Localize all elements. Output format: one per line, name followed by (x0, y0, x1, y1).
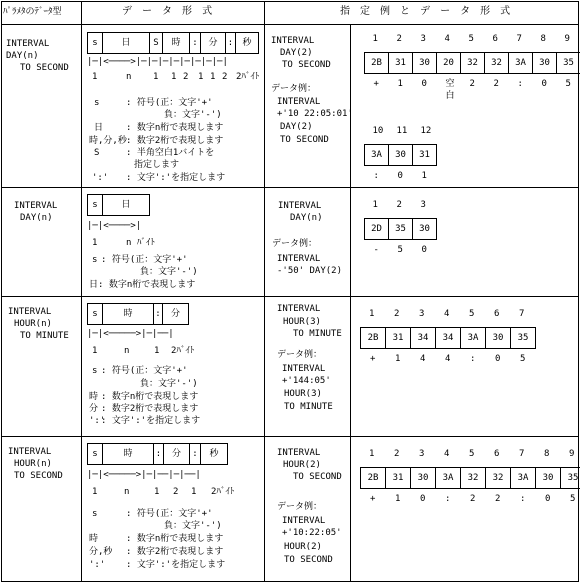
row1-byte-char: 2 (469, 79, 475, 89)
row3-byte-hex-cell: 2B (360, 327, 386, 349)
col-divider-1 (81, 1, 82, 582)
row3-spec-line2: HOUR(3) (283, 317, 321, 327)
table-border-top (1, 1, 579, 2)
row1-byte-char: 2 (493, 79, 499, 89)
row4-digit-6: 2ﾊﾞｲﾄ (211, 487, 235, 497)
row1-field-colon2: : (225, 32, 236, 54)
row4-byte-char: 2 (495, 494, 501, 504)
row3-example-line3: HOUR(3) (284, 389, 322, 399)
row-divider-1 (1, 187, 579, 188)
row4-example-line1: INTERVAL (282, 516, 326, 526)
row2-digit-1: 1 (92, 238, 98, 248)
row1-byte-cont-hex-cell: 3A (364, 144, 389, 166)
row1-byte-index: 8 (540, 34, 546, 44)
col-divider-3 (350, 24, 351, 581)
row4-example-label: データ例： (277, 502, 323, 512)
row4-example-line4: TO SECOND (284, 555, 333, 565)
row1-byte-index: 1 (372, 34, 378, 44)
row4-desc-key-5: ':' (89, 560, 106, 570)
row3-byte-index: 1 (369, 309, 375, 319)
row2-digit-2: n ﾊﾞｲﾄ (126, 238, 155, 248)
row3-byte-hex-cell: 34 (435, 327, 461, 349)
row4-spec-line2: HOUR(2) (283, 460, 321, 470)
row1-measure-line: |─|<────>|─|─|─|─|─|─|─|─| (87, 57, 228, 67)
row4-example-line2: +'10:22:05' (282, 528, 342, 538)
row3-desc-key-5: ':' (89, 416, 106, 426)
row3-field-minute: 分 (162, 303, 189, 325)
row1-field-day: 日 (102, 32, 150, 54)
row2-byte-hex-cell: 30 (412, 218, 437, 240)
row-divider-3 (1, 436, 579, 437)
row1-type-line3: TO SECOND (20, 63, 69, 73)
row1-example-label: データ例： (271, 84, 317, 94)
row1-desc-val-6: 指定します (134, 160, 180, 170)
row2-byte-hex-cell: 2D (364, 218, 389, 240)
row-divider-2 (1, 296, 579, 297)
row1-byte-cont-char: 0 (397, 171, 403, 181)
row4-digit-3: 1 (154, 487, 160, 497)
row2-byte-char: 5 (397, 245, 403, 255)
row3-field-colon: : (153, 303, 163, 325)
row2-desc-key-3: 日 (89, 280, 99, 290)
row4-byte-char: + (370, 494, 376, 504)
row1-field-hour: 時 (162, 32, 190, 54)
row1-byte-hex-cell: 30 (412, 52, 437, 74)
row2-desc-val-2: 負：文字'-') (140, 267, 198, 277)
row4-example-line3: HOUR(2) (284, 542, 322, 552)
row1-byte-char: 0 (421, 79, 427, 89)
row3-byte-index: 7 (519, 309, 525, 319)
row1-desc-key-4: 時,分,秒 (89, 136, 127, 146)
row2-desc-key-1: s (92, 255, 98, 265)
row4-desc-val-3: : 数字n桁で表現します (126, 534, 224, 544)
row3-byte-index: 5 (469, 309, 475, 319)
row3-type-line3: TO MINUTE (20, 331, 69, 341)
row1-byte-hex-cell: 20 (436, 52, 461, 74)
row2-field-sign: s (87, 194, 103, 216)
row1-byte-hex-cell: 31 (388, 52, 413, 74)
row1-digit-5: 2 (183, 72, 189, 82)
row2-byte-char: - (373, 245, 379, 255)
row4-byte-hex-cell: 32 (485, 467, 511, 489)
row2-type-line1: INTERVAL (14, 201, 58, 211)
row4-digit-1: 1 (92, 487, 98, 497)
row1-byte-cont-char: : (373, 171, 379, 181)
row1-digit-2: n (126, 72, 132, 82)
row1-byte-hex-cell: 32 (460, 52, 485, 74)
row1-byte-index: 9 (564, 34, 570, 44)
row1-spec-line2: DAY(2) (280, 48, 313, 58)
row1-desc-key-1: s (94, 98, 100, 108)
row4-byte-index: 5 (469, 449, 475, 459)
row1-example-line1: INTERVAL (277, 97, 321, 107)
row2-example-line2: -'50' DAY(2) (277, 266, 343, 276)
row1-byte-index: 2 (396, 34, 402, 44)
row1-byte-cont-char: 1 (421, 171, 427, 181)
row1-byte-index: 4 (444, 34, 450, 44)
row1-byte-char: 5 (565, 79, 571, 89)
row4-field-colon2: : (189, 443, 201, 465)
row4-byte-index: 8 (544, 449, 550, 459)
row2-example-line1: INTERVAL (277, 254, 321, 264)
row1-byte-index: 7 (516, 34, 522, 44)
row1-byte-char: : (517, 79, 523, 89)
row1-desc-val-1: : 符号(正：文字'+' (126, 98, 213, 108)
row4-byte-hex-cell: 30 (410, 467, 436, 489)
row1-byte-cont-hex-cell: 31 (412, 144, 437, 166)
row3-byte-char: 4 (445, 354, 451, 364)
row4-spec-line1: INTERVAL (277, 448, 321, 458)
row3-desc-val-1: : 符号(正：文字'+' (101, 366, 188, 376)
row4-byte-char: 1 (395, 494, 401, 504)
row4-type-line1: INTERVAL (8, 447, 52, 457)
row4-byte-hex-cell: 30 (535, 467, 561, 489)
row3-desc-key-4: 分 (89, 404, 99, 414)
row1-byte-hex-cell: 35 (556, 52, 580, 74)
row3-spec-line1: INTERVAL (277, 304, 321, 314)
row3-field-hour: 時 (102, 303, 154, 325)
row4-byte-hex-cell: 31 (385, 467, 411, 489)
row4-byte-hex-cell: 3A (510, 467, 536, 489)
row3-type-line1: INTERVAL (8, 307, 52, 317)
row4-byte-char: : (445, 494, 451, 504)
header-example: 指 定 例 と デ ー タ 形 式 (340, 6, 513, 17)
row3-byte-char: + (370, 354, 376, 364)
row3-digit-4: 2ﾊﾞｲﾄ (171, 346, 195, 356)
row3-byte-char: 0 (495, 354, 501, 364)
row4-desc-key-4: 分,秒 (89, 547, 113, 557)
row3-desc-key-1: s (92, 366, 98, 376)
row3-digit-3: 1 (154, 346, 160, 356)
row4-field-colon1: : (153, 443, 164, 465)
row4-byte-index: 1 (369, 449, 375, 459)
row4-field-minute: 分 (163, 443, 190, 465)
row3-byte-hex-cell: 3A (460, 327, 486, 349)
table-border-left (1, 1, 2, 582)
row1-byte-cont-index: 12 (420, 126, 432, 136)
row4-desc-val-2: 負：文字'-') (164, 521, 222, 531)
row4-digit-5: 1 (191, 487, 197, 497)
row3-digit-1: 1 (92, 346, 98, 356)
row1-digit-1: 1 (92, 72, 98, 82)
row2-measure-line: |─|<────>| (87, 221, 142, 231)
row2-byte-char: 0 (421, 245, 427, 255)
row2-example-label: データ例： (272, 239, 318, 249)
row1-field-minute: 分 (200, 32, 226, 54)
row3-measure-line: |─|<─────>|─|──| (87, 329, 174, 339)
row4-byte-index: 6 (494, 449, 500, 459)
row1-spec-line3: TO SECOND (282, 60, 331, 70)
row3-byte-char: 1 (395, 354, 401, 364)
row1-byte-char: 0 (541, 79, 547, 89)
row3-example-line1: INTERVAL (282, 364, 326, 374)
row3-byte-index: 2 (394, 309, 400, 319)
row3-desc-val-5: : 文字':'を指定します (101, 416, 201, 426)
row1-byte-hex-cell: 3A (508, 52, 533, 74)
header-divider (1, 24, 579, 25)
row3-field-sign: s (87, 303, 103, 325)
row3-example-line2: +'144:05' (282, 376, 331, 386)
row1-spec-line1: INTERVAL (271, 36, 315, 46)
row2-desc-val-1: : 符号(正：文字'+' (101, 255, 188, 265)
row3-example-label: データ例： (277, 350, 323, 360)
row1-byte-char: 空 (445, 79, 455, 89)
row3-example-line4: TO MINUTE (284, 402, 333, 412)
col-divider-2 (264, 1, 265, 582)
row3-byte-hex-cell: 31 (385, 327, 411, 349)
row3-digit-2: n (124, 346, 130, 356)
table-border-bottom (1, 581, 579, 582)
row4-byte-hex-cell: 32 (460, 467, 486, 489)
row2-byte-index: 1 (372, 200, 378, 210)
row4-field-hour: 時 (102, 443, 154, 465)
row3-byte-hex-cell: 35 (510, 327, 536, 349)
row3-byte-index: 6 (494, 309, 500, 319)
row3-desc-key-3: 時 (89, 392, 99, 402)
row3-desc-val-2: 負：文字'-') (140, 379, 198, 389)
row1-digit-3: 1 (153, 72, 159, 82)
row4-field-sign: s (87, 443, 103, 465)
row4-byte-index: 2 (394, 449, 400, 459)
row4-byte-index: 4 (444, 449, 450, 459)
row3-byte-char: 5 (520, 354, 526, 364)
row3-byte-hex-cell: 34 (410, 327, 436, 349)
row4-desc-key-1: s (92, 509, 98, 519)
row1-desc-key-5: S (94, 148, 100, 158)
row4-type-line2: HOUR(n) (14, 459, 52, 469)
row3-desc-val-4: : 数字2桁で表現します (101, 404, 199, 414)
row2-byte-index: 2 (396, 200, 402, 210)
row2-spec-line2: DAY(n) (290, 213, 323, 223)
row4-spec-line3: TO SECOND (293, 472, 342, 482)
row4-byte-index: 3 (419, 449, 425, 459)
row3-byte-char: : (470, 354, 476, 364)
row1-example-line3: DAY(2) (280, 122, 313, 132)
row2-type-line2: DAY(n) (20, 213, 53, 223)
row1-field-second: 秒 (235, 32, 259, 54)
row1-byte-cont-index: 10 (372, 126, 384, 136)
table-border-right (578, 1, 579, 582)
row1-digit-4: 1 (171, 72, 177, 82)
row3-byte-char: 4 (420, 354, 426, 364)
row1-type-line1: INTERVAL (6, 39, 50, 49)
row4-desc-val-4: : 数字2桁で表現します (126, 547, 224, 557)
row1-desc-val-7: : 文字':'を指定します (126, 173, 226, 183)
row1-example-line2: +'10 22:05:01' (277, 109, 353, 119)
row1-desc-val-5: : 半角空白1バイトを (126, 148, 215, 158)
row1-digit-8: 2 (222, 72, 228, 82)
row3-type-line2: HOUR(n) (14, 319, 52, 329)
row1-byte-hex-cell: 30 (532, 52, 557, 74)
header-data-format: デ ー タ 形 式 (122, 6, 215, 17)
row1-digit-9: 2ﾊﾞｲﾄ (236, 72, 260, 82)
row1-byte-index: 3 (420, 34, 426, 44)
row4-byte-char: 2 (470, 494, 476, 504)
row4-byte-index: 9 (569, 449, 575, 459)
row4-digit-2: n (124, 487, 130, 497)
row2-field-day: 日 (102, 194, 150, 216)
row1-desc-key-3: 日 (94, 123, 104, 133)
row2-desc-val-3: : 数字n桁で表現します (98, 280, 196, 290)
row4-digit-4: 2 (173, 487, 179, 497)
row4-byte-char: : (520, 494, 526, 504)
row4-byte-hex-cell: 3A (435, 467, 461, 489)
row3-byte-hex-cell: 30 (485, 327, 511, 349)
row4-byte-hex-cell: 2B (360, 467, 386, 489)
row1-byte-char-line2: 白 (445, 91, 455, 101)
row4-field-second: 秒 (200, 443, 228, 465)
row1-desc-key-7: ':' (92, 173, 109, 183)
row3-spec-line3: TO MINUTE (293, 329, 342, 339)
row1-byte-char: + (373, 79, 379, 89)
row4-byte-hex-cell: 35 (560, 467, 580, 489)
row4-type-line3: TO SECOND (14, 471, 63, 481)
row3-desc-val-3: : 数字n桁で表現します (101, 392, 199, 402)
row1-byte-cont-hex-cell: 30 (388, 144, 413, 166)
row4-byte-char: 5 (570, 494, 576, 504)
row1-field-space: S (149, 32, 163, 54)
row3-byte-index: 3 (419, 309, 425, 319)
row2-byte-index: 3 (420, 200, 426, 210)
row4-measure-line: |─|<─────>|─|──|─|──| (87, 470, 201, 480)
row2-spec-line1: INTERVAL (278, 201, 322, 211)
row1-byte-index: 5 (468, 34, 474, 44)
row4-byte-char: 0 (420, 494, 426, 504)
row1-field-sign: s (87, 32, 103, 54)
row4-desc-val-1: : 符号(正：文字'+' (126, 509, 213, 519)
row1-type-line2: DAY(n) (6, 51, 39, 61)
row1-desc-val-3: : 数字n桁で表現します (126, 123, 224, 133)
row1-byte-hex-cell: 2B (364, 52, 389, 74)
row1-digit-6: 1 (198, 72, 204, 82)
row4-desc-key-3: 時 (89, 534, 99, 544)
row4-byte-char: 0 (545, 494, 551, 504)
header-param-type: ﾊﾟﾗﾒﾀのﾃﾞｰﾀ型 (3, 7, 62, 17)
row4-desc-val-5: : 文字':'を指定します (126, 560, 226, 570)
row1-desc-val-4: : 数字2桁で表現します (126, 136, 224, 146)
row3-byte-index: 4 (444, 309, 450, 319)
row1-desc-val-2: 負：文字'-') (164, 110, 222, 120)
row1-byte-char: 1 (397, 79, 403, 89)
row1-byte-cont-index: 11 (396, 126, 408, 136)
row1-digit-7: 1 (210, 72, 216, 82)
row1-field-colon1: : (189, 32, 201, 54)
row2-byte-hex-cell: 35 (388, 218, 413, 240)
row1-byte-index: 6 (492, 34, 498, 44)
row1-example-line4: TO SECOND (280, 135, 329, 145)
row4-byte-index: 7 (519, 449, 525, 459)
row1-byte-hex-cell: 32 (484, 52, 509, 74)
